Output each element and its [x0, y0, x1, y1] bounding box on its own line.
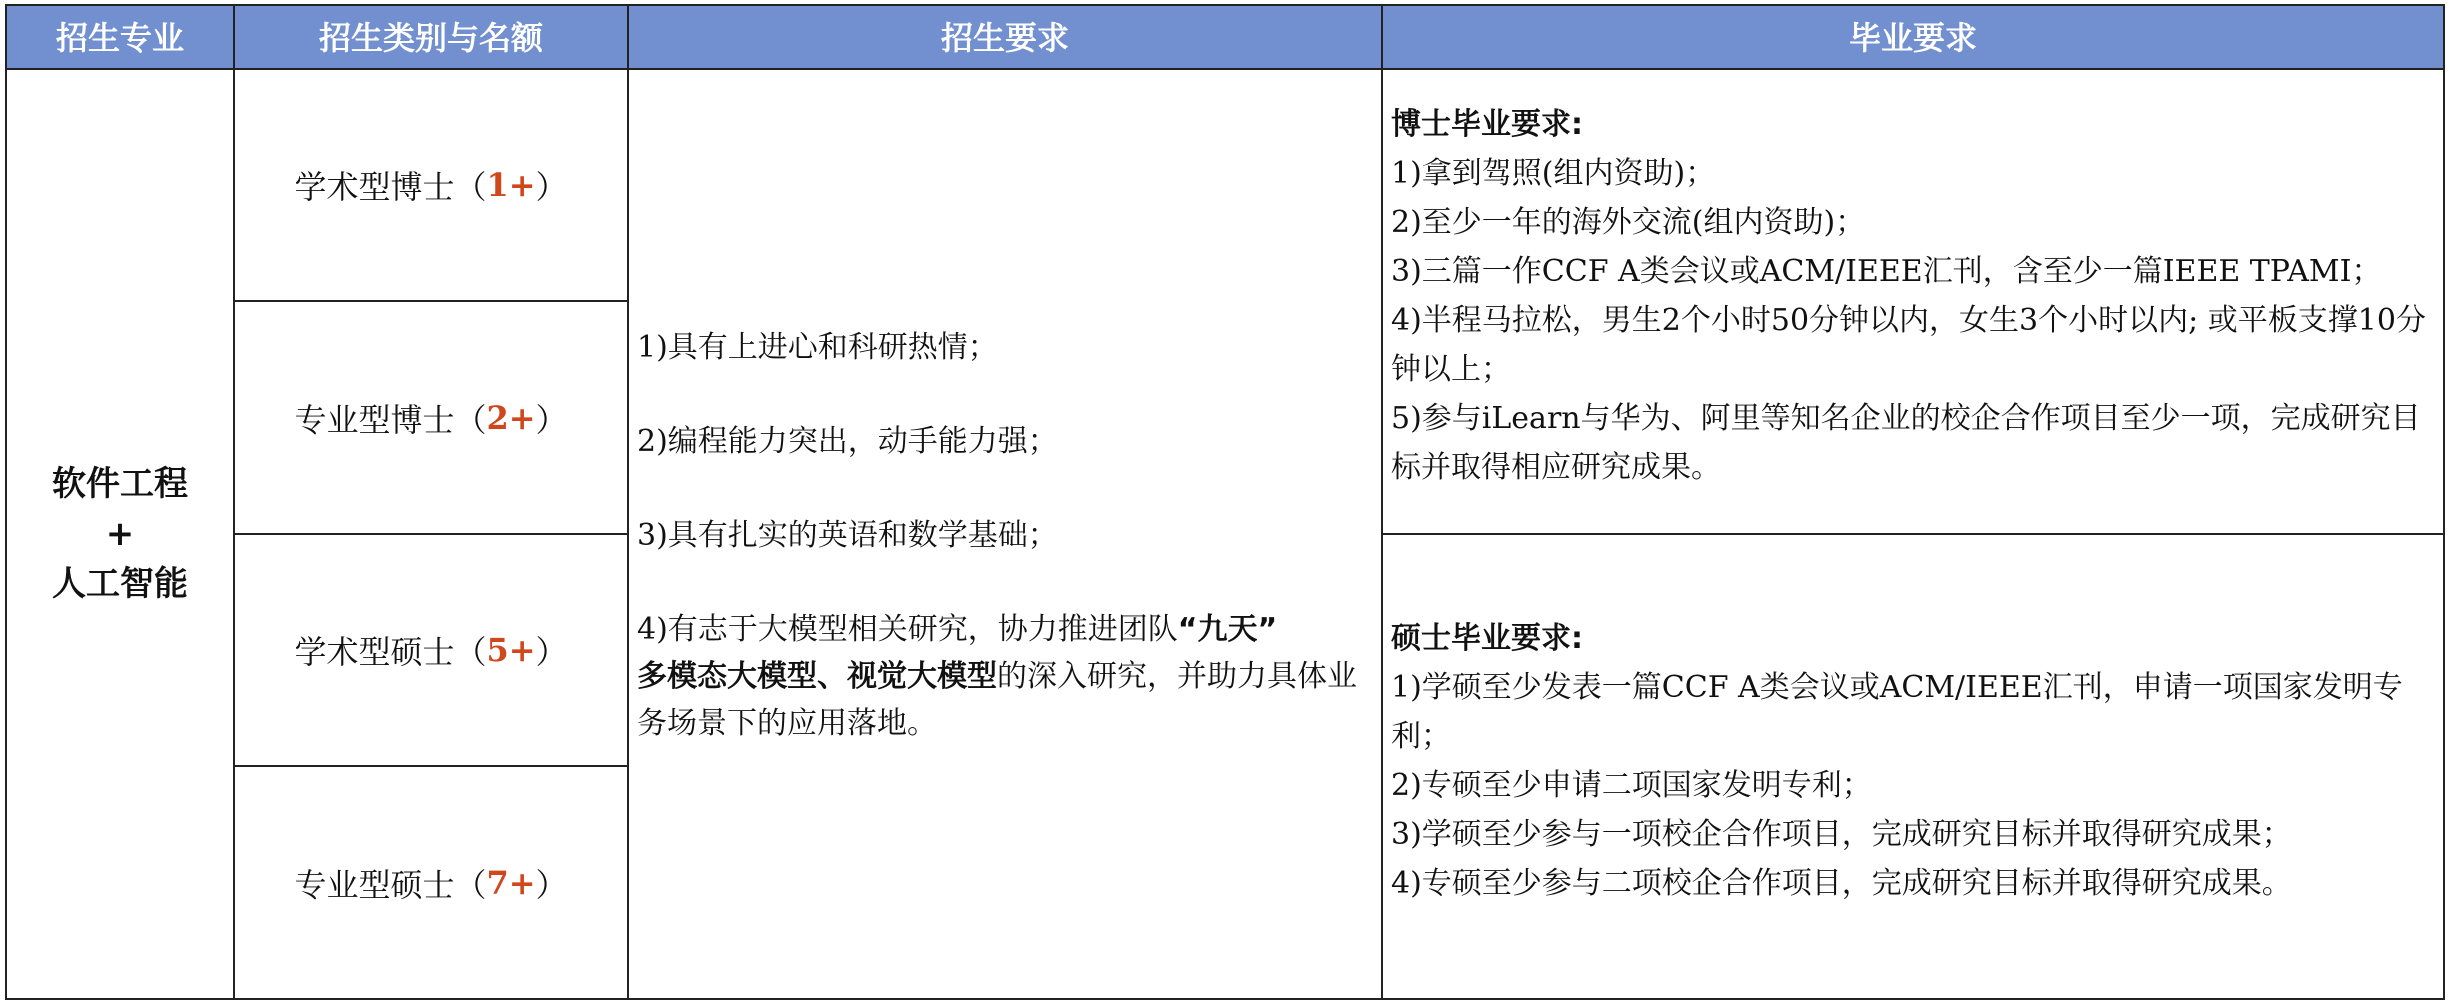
- phd-requirements: [1383, 100, 2443, 492]
- requirement-4-multimodal: 多模态大模型: [637, 659, 817, 694]
- header-category: 招生类别与名额: [234, 4, 628, 68]
- border-right: [2443, 4, 2445, 1000]
- requirement-4-vision: 视觉大模型: [847, 659, 997, 694]
- major-line-1: 软件工程: [52, 464, 188, 504]
- category-close: ）: [535, 168, 568, 206]
- major-name: [52, 459, 188, 609]
- requirement-2: 2)编程能力突出，动手能力强；: [637, 424, 1058, 459]
- phd-item-5: 5)参与iLearn与华为、阿里等知名企业的校企合作项目至少一项，完成研究目标并取得相应研究成果。: [1391, 401, 2421, 485]
- major-line-2: +: [105, 514, 135, 554]
- header-requirements: 招生要求: [628, 4, 1382, 68]
- requirement-1: 1)具有上进心和科研热情；: [637, 330, 998, 365]
- category-label: 学术型博士（: [294, 168, 487, 206]
- requirement-4-text: 4)有志于大模型相关研究，协力推进团队: [637, 612, 1178, 647]
- quota-value: 5+: [486, 631, 536, 669]
- requirement-4-tail: 的深入研究，并助力具体业务场景下的应用落地。: [637, 659, 1357, 741]
- requirements-cell: [629, 324, 1381, 747]
- category-row-3: [235, 535, 627, 765]
- phd-item-4: 4)半程马拉松，男生2个小时50分钟以内，女生3个小时以内; 或平板支撑10分钟以上；: [1391, 303, 2426, 387]
- master-item-3: 3)学硕至少参与一项校企合作项目，完成研究目标并取得研究成果；: [1391, 817, 2292, 852]
- category-close: ）: [535, 633, 568, 671]
- phd-title: 博士毕业要求:: [1391, 107, 1583, 142]
- master-item-4: 4)专硕至少参与二项校企合作项目，完成研究目标并取得研究成果。: [1391, 866, 2292, 901]
- master-requirements: [1383, 614, 2443, 908]
- quota-value: 7+: [486, 863, 536, 902]
- major-line-3: 人工智能: [52, 564, 188, 604]
- requirement-3: 3)具有扎实的英语和数学基础；: [637, 518, 1058, 553]
- category-close: ）: [535, 865, 568, 904]
- category-close: ）: [535, 400, 568, 439]
- master-title: 硕士毕业要求:: [1391, 621, 1583, 656]
- category-label: 专业型博士（: [294, 400, 487, 439]
- quota-value: 2+: [486, 398, 536, 437]
- quota-value: 1+: [486, 166, 536, 204]
- master-item-1: 1)学硕至少发表一篇CCF A类会议或ACM/IEEE汇刊，申请一项国家发明专利；: [1391, 670, 2403, 754]
- category-row-1: [235, 70, 627, 300]
- category-label: 学术型硕士（: [294, 633, 487, 671]
- phd-item-1: 1)拿到驾照(组内资助)；: [1391, 156, 1716, 191]
- requirement-4-jiutian: “九天”: [1177, 612, 1278, 647]
- phd-item-3: 3)三篇一作CCF A类会议或ACM/IEEE汇刊，含至少一篇IEEE TPAMI；: [1391, 254, 2382, 289]
- master-item-2: 2)专硕至少申请二项国家发明专利；: [1391, 768, 1872, 803]
- category-row-2: [235, 302, 627, 533]
- header-major: 招生专业: [6, 4, 234, 68]
- border-bottom: [5, 998, 2445, 1000]
- border-grad-split: [1381, 533, 2445, 535]
- requirement-4-sep: 、: [817, 659, 847, 694]
- requirement-4: [637, 606, 1375, 747]
- header-graduation: 毕业要求: [1382, 4, 2444, 68]
- category-label: 专业型硕士（: [294, 865, 487, 904]
- border-top: [5, 4, 2445, 6]
- major-cell: [7, 70, 233, 998]
- category-row-4: [235, 767, 627, 998]
- phd-item-2: 2)至少一年的海外交流(组内资助)；: [1391, 205, 1866, 240]
